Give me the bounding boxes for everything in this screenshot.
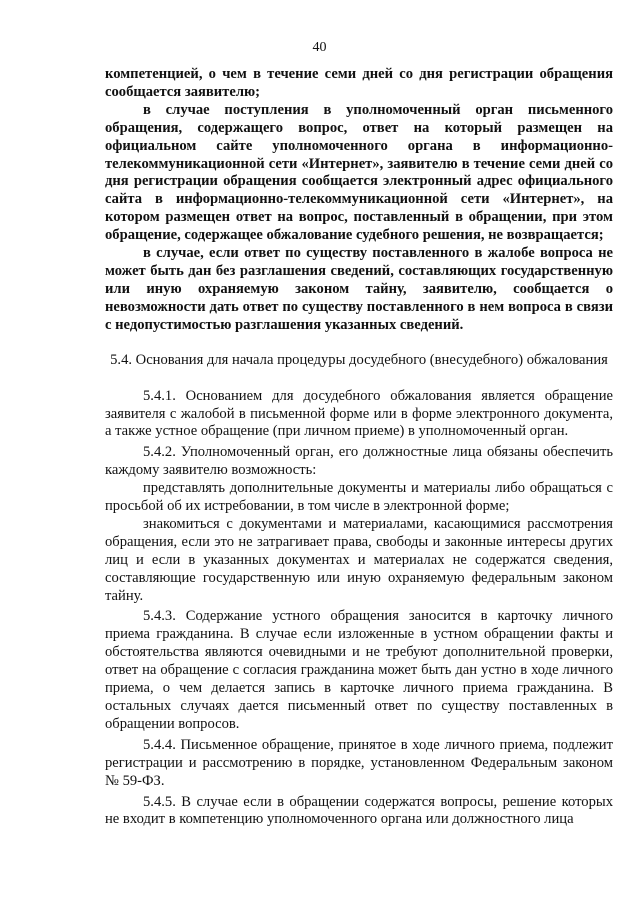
paragraph: 5.4.4. Письменное обращение, принятое в ходе личного приема, подлежит регистрации и рассмотрению в порядке, установленном Федеральным законом № 59-ФЗ. xyxy=(105,736,613,789)
paragraph: в случае, если ответ по существу поставленного в жалобе вопроса не может быть дан без разглашения сведений, составляющих государственную или иную охраняемую законом тайну, заявителю, сообщается о невозможности дать ответ по существу поставленного в нем вопроса в связи с недопустимостью разглашения указанных сведений. xyxy=(105,245,613,333)
section-heading: 5.4. Основания для начала процедуры досудебного (внесудебного) обжалования xyxy=(110,351,608,368)
paragraph: представлять дополнительные документы и материалы либо обращаться с просьбой об их истребовании, в том числе в электронной форме; xyxy=(105,480,613,515)
paragraph: 5.4.1. Основанием для досудебного обжалования является обращение заявителя с жалобой в письменной форме или в форме электронного документа, а также устное обращение (при личном приеме) в уполномоченный орган. xyxy=(105,387,613,440)
paragraph: 5.4.3. Содержание устного обращения заносится в карточку личного приема гражданина. В случае если изложенные в устном обращении факты и обстоятельства являются очевидными и не требуют дополнительной проверки, ответ на обращение с согласия гражданина может быть дан устно в ходе личного приема, о чем делается запись в карточке личного приема гражданина. В остальных случаях дается письменный ответ по существу поставленных в обращении вопросов. xyxy=(105,608,613,732)
paragraph: знакомиться с документами и материалами, касающимися рассмотрения обращения, если это не затрагивает права, свободы и законные интересы других лиц и если в указанных документах и материалах не содержатся сведения, составляющие государственную или иную охраняемую федеральным законом тайну. xyxy=(105,515,613,604)
document-body xyxy=(105,66,613,829)
paragraph: в случае поступления в уполномоченный орган письменного обращения, содержащего вопрос, ответ на который размещен на официальном сайте уполномоченного органа в информационно-телекоммуникационной сети «Интернет», заявителю в течение семи дней со дня регистрации обращения сообщается электронный адрес официального сайта в информационно-телекоммуникационной сети «Интернет», на котором размещен ответ на вопрос, поставленный в обращении, при этом обращение, содержащее обжалование судебного решения, не возвращается; xyxy=(105,101,613,244)
page-number: 40 xyxy=(312,40,327,55)
paragraph: 5.4.5. В случае если в обращении содержатся вопросы, решение которых не входит в компетенцию уполномоченного органа или должностного лица xyxy=(105,793,613,828)
paragraph: компетенцией, о чем в течение семи дней со дня регистрации обращения сообщается заявителю; xyxy=(105,66,613,100)
paragraph: 5.4.2. Уполномоченный орган, его должностные лица обязаны обеспечить каждому заявителю возможность: xyxy=(105,444,613,479)
